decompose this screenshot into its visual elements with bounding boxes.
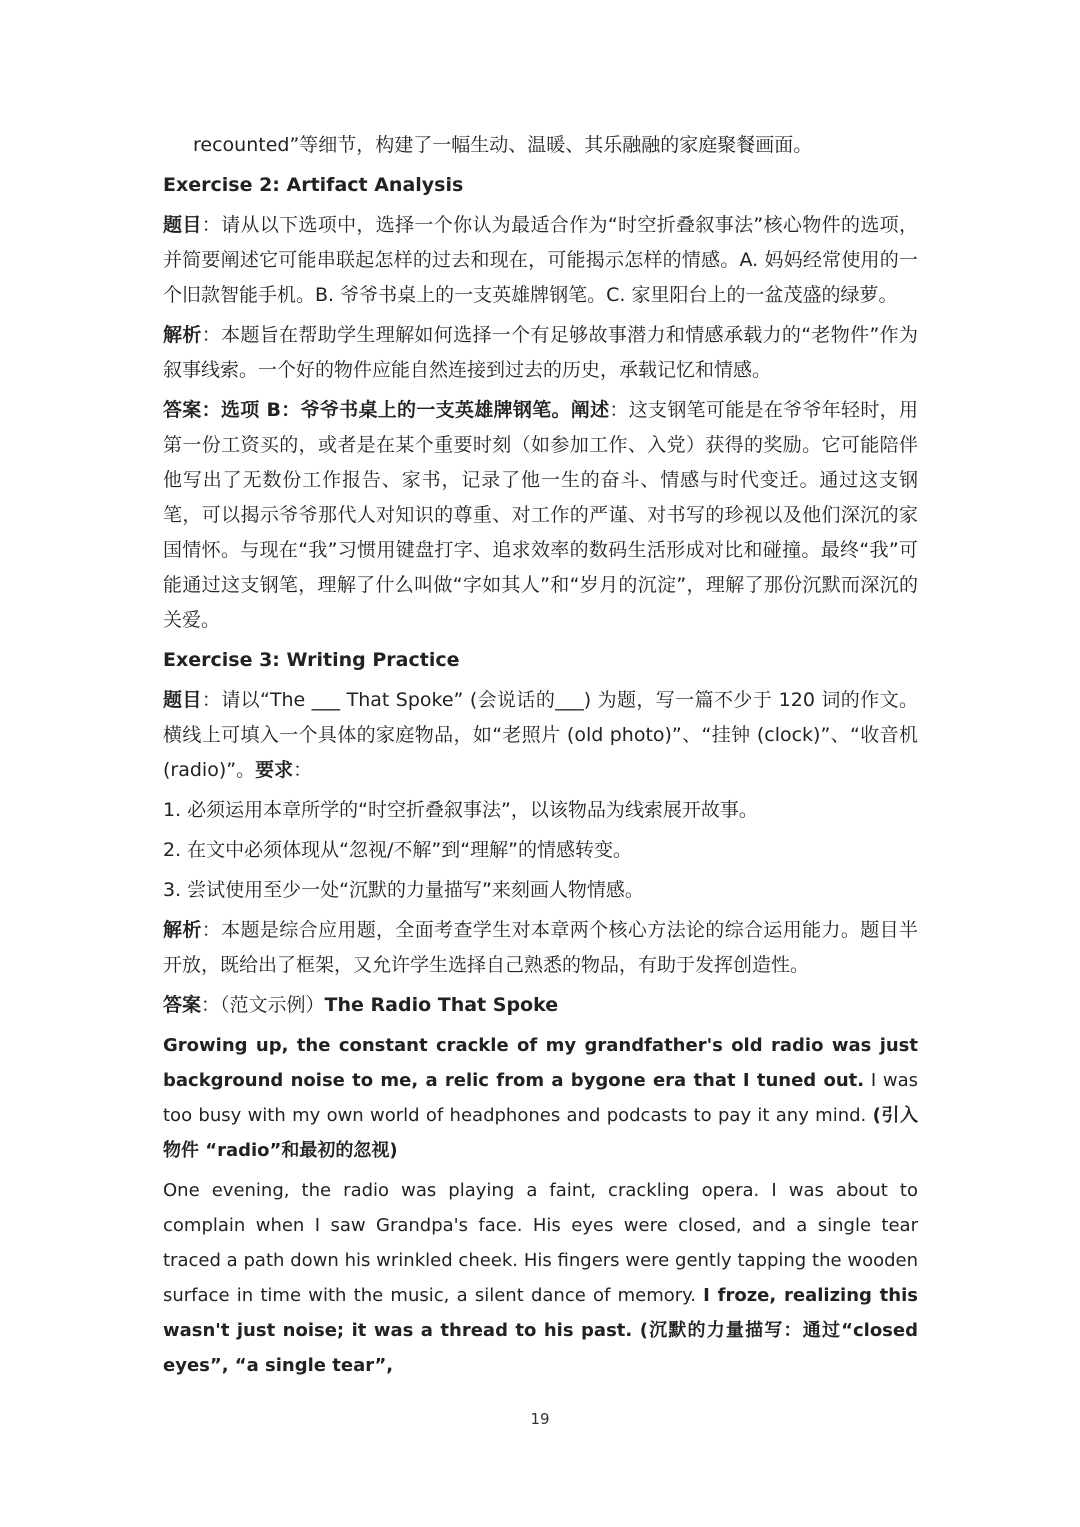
essay-p1-note: (引入物件 “radio”和最初的忽视): [163, 1105, 919, 1161]
answer-text: ：（范文示例）: [201, 994, 325, 1016]
essay-paragraph-2: [163, 1173, 918, 1383]
essay-p2-bold: I froze, realizing this wasn't just noise; it was a thread to his past. (沉默的力量描写：通过“closed eyes”, “a single tear”,: [163, 1285, 918, 1376]
exercise-3-question: [163, 683, 918, 788]
exercise-2-analysis: [163, 318, 918, 388]
requirement-item-3: 3. 尝试使用至少一处“沉默的力量描写”来刻画人物情感。: [163, 879, 644, 901]
exercise-3-title: Exercise 3: Writing Practice: [163, 649, 460, 671]
exercise-3-analysis: [163, 913, 918, 983]
exercise-2-answer: [163, 393, 918, 638]
analysis-text: ：本题旨在帮助学生理解如何选择一个有足够故事潜力和情感承载力的“老物件”作为叙事线索。一个好的物件应能自然连接到过去的历史，承载记忆和情感。: [163, 324, 918, 381]
answer-label: 答案: [163, 994, 202, 1016]
exercise-2-question: [163, 208, 918, 313]
requirement-label: 要求: [255, 759, 294, 781]
essay-p1-text: I was too busy with my own world of headphones and podcasts to pay it any mind.: [163, 1070, 918, 1126]
question-text: ：请以“The ___ That Spoke” (会说话的___) 为题，写一篇不少于 120 词的作文。横线上可填入一个具体的家庭物品，如“老照片 (old photo)”、“挂钟 (clock)”、“收音机 (radio)”。: [163, 689, 918, 781]
essay-paragraph-1: [163, 1028, 918, 1168]
question-label: 题目: [163, 689, 202, 711]
essay-p2-text: One evening, the radio was playing a faint, crackling opera. I was about to complain when I saw Grandpa's face. His eyes were closed, and a single tear traced a path down his wrinkled cheek. His fingers were gently tapping the wooden surface in time with the music, a silent dance of memory.: [163, 1180, 918, 1306]
answer-text: ：这支钢笔可能是在爷爷年轻时，用第一份工资买的，或者是在某个重要时刻（如参加工作、入党）获得的奖励。它可能陪伴他写出了无数份工作报告、家书，记录了他一生的奋斗、情感与时代变迁。通过这支钢笔，可以揭示爷爷那代人对知识的尊重、对工作的严谨、对书写的珍视以及他们深沉的家国情怀。与现在“我”习惯用键盘打字、追求效率的数码生活形成对比和碰撞。最终“我”可能通过这支钢笔，理解了什么叫做“字如其人”和“岁月的沉淀”，理解了那份沉默而深沉的关爱。: [163, 399, 918, 631]
page-number: 19: [530, 1410, 550, 1428]
analysis-label: 解析: [163, 324, 202, 346]
question-text: ：请从以下选项中，选择一个你认为最适合作为“时空折叠叙事法”核心物件的选项，并简要阐述它可能串联起怎样的过去和现在，可能揭示怎样的情感。A. 妈妈经常使用的一个旧款智能手机。B. 爷爷书桌上的一支英雄牌钢笔。C. 家里阳台上的一盆茂盛的绿萝。: [163, 214, 918, 306]
answer-title: The Radio That Spoke: [324, 994, 559, 1016]
exercise-2-title: Exercise 2: Artifact Analysis: [163, 174, 464, 196]
requirement-colon: ：: [293, 759, 313, 781]
question-label: 题目: [163, 214, 202, 236]
intro-line: recounted”等细节，构建了一幅生动、温暖、其乐融融的家庭聚餐画面。: [193, 134, 813, 156]
analysis-text: ：本题是综合应用题，全面考查学生对本章两个核心方法论的综合运用能力。题目半开放，既给出了框架，又允许学生选择自己熟悉的物品，有助于发挥创造性。: [163, 919, 918, 976]
analysis-label: 解析: [163, 919, 202, 941]
essay-p1-bold: Growing up, the constant crackle of my grandfather's old radio was just background noise to me, a relic from a bygone era that I tuned out.: [163, 1035, 918, 1091]
document-page: [163, 128, 918, 1383]
exercise-3-answer: [163, 988, 918, 1023]
requirement-item-2: 2. 在文中必须体现从“忽视/不解”到“理解”的情感转变。: [163, 839, 632, 861]
answer-label: 答案：选项 B：爷爷书桌上的一支英雄牌钢笔。阐述: [163, 399, 610, 421]
requirement-item-1: 1. 必须运用本章所学的“时空折叠叙事法”，以该物品为线索展开故事。: [163, 799, 758, 821]
